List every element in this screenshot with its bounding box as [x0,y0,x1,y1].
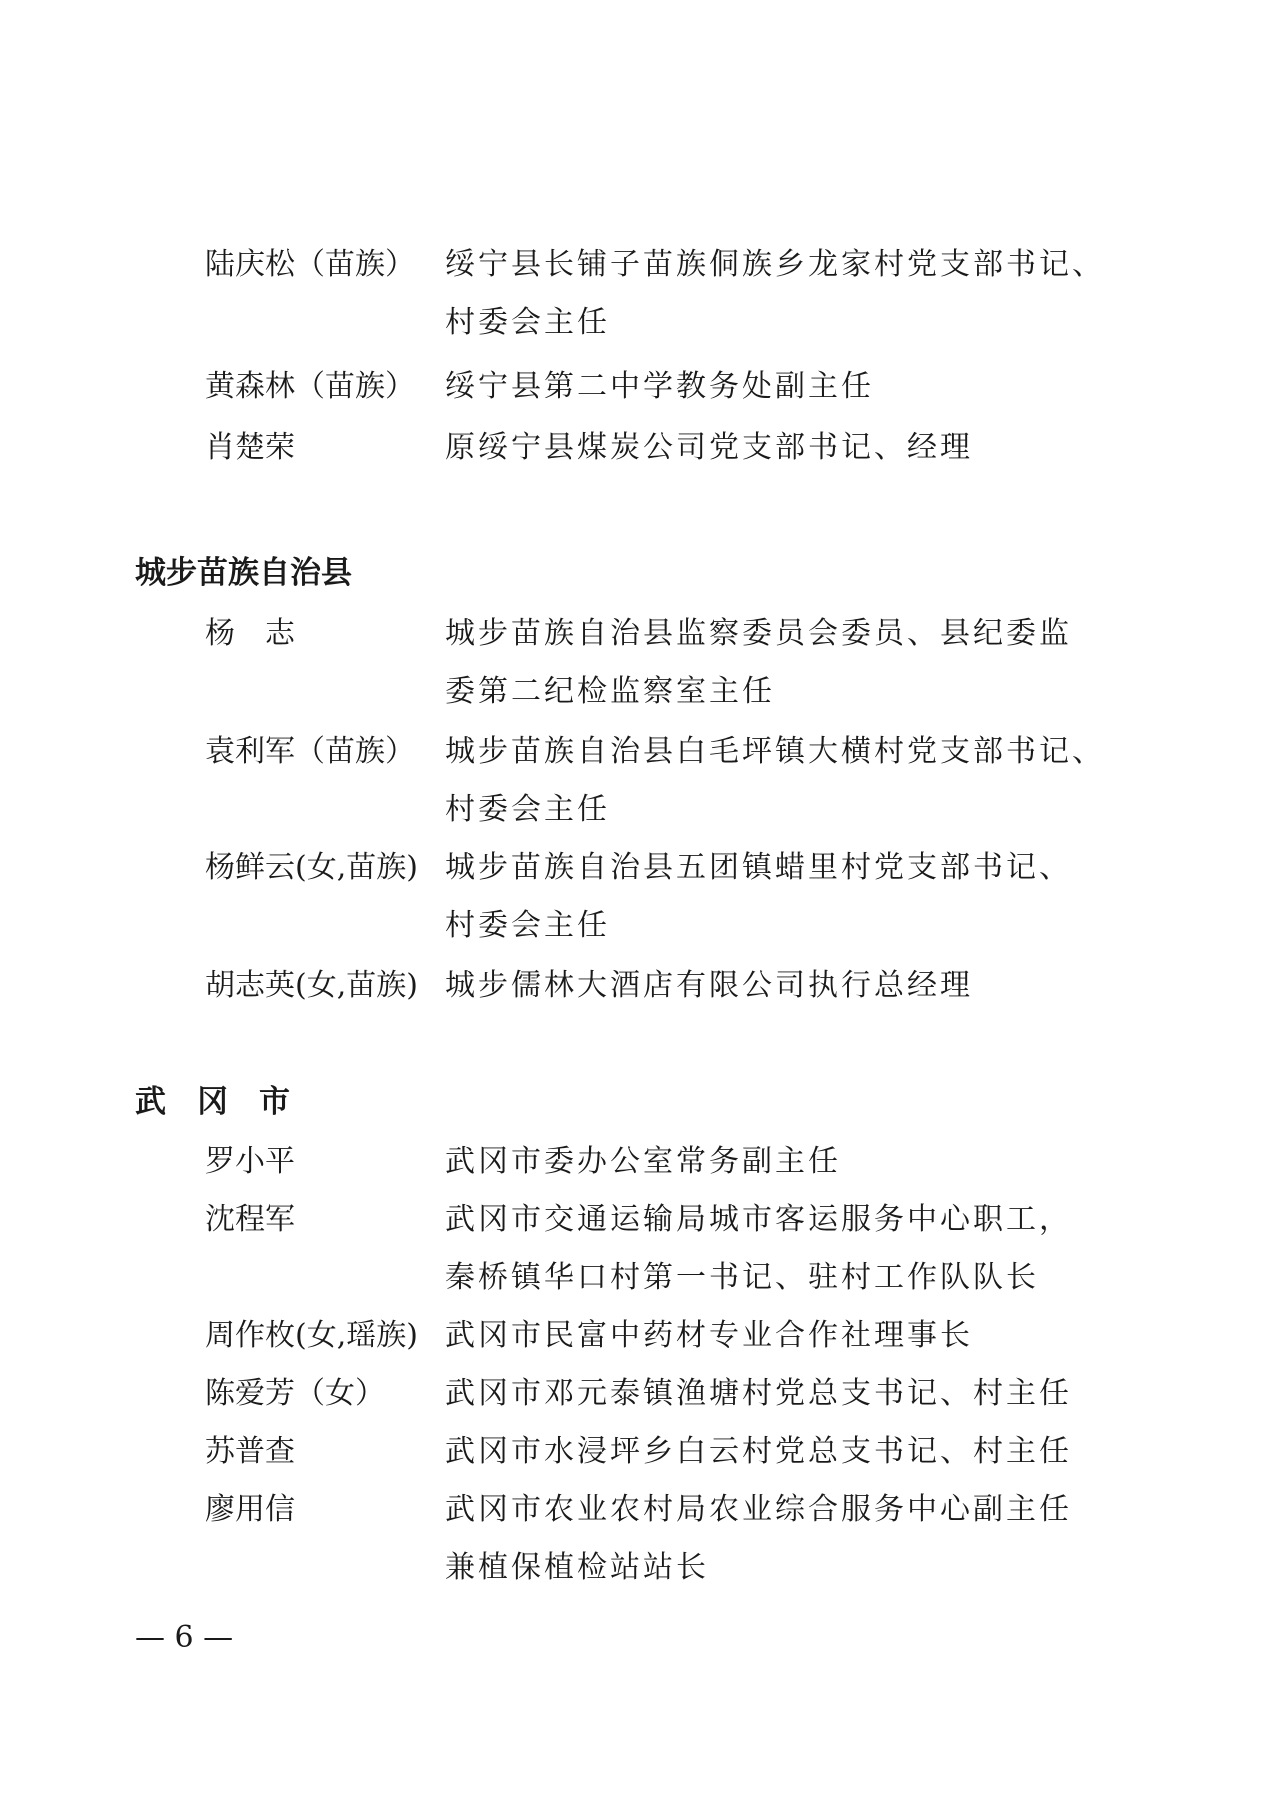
position-line: 城步苗族自治县白毛坪镇大横村党支部书记、 [445,734,1105,769]
section-title: 城步苗族自治县 [135,555,352,591]
person-name: 杨 志 [205,616,295,651]
position-line: 武冈市民富中药材专业合作社理事长 [445,1318,973,1353]
person-position [445,1481,1145,1597]
position-line: 秦桥镇华口村第一书记、驻村工作队队长 [445,1260,1039,1295]
person-position [445,605,1145,721]
position-line: 武冈市邓元泰镇渔塘村党总支书记、村主任 [445,1376,1072,1411]
person-position [445,419,1145,477]
person-position [445,358,1145,416]
person-name: 廖用信 [205,1492,295,1527]
person-name: 胡志英(女,苗族) [205,968,418,1003]
position-line: 村委会主任 [445,908,610,943]
position-line: 武冈市水浸坪乡白云村党总支书记、村主任 [445,1434,1072,1469]
position-line: 武冈市交通运输局城市客运服务中心职工， [445,1202,1072,1237]
person-position [445,723,1145,839]
position-line: 城步苗族自治县监察委员会委员、县纪委监 [445,616,1072,651]
person-position [445,839,1145,955]
person-name: 陆庆松（苗族） [205,247,415,282]
position-line: 兼植保植检站站长 [445,1550,709,1585]
person-position [445,1423,1145,1481]
position-line: 城步儒林大酒店有限公司执行总经理 [445,968,973,1003]
position-line: 武冈市农业农村局农业综合服务中心副主任 [445,1492,1072,1527]
person-position [445,1307,1145,1365]
person-name: 罗小平 [205,1144,295,1179]
position-line: 委第二纪检监察室主任 [445,674,775,709]
section-title: 武 冈 市 [135,1084,290,1120]
position-line: 城步苗族自治县五团镇蜡里村党支部书记、 [445,850,1072,885]
person-name: 杨鲜云(女,苗族) [205,850,418,885]
person-position [445,1191,1145,1307]
person-position [445,1365,1145,1423]
person-name: 沈程军 [205,1202,295,1237]
person-name: 肖楚荣 [205,430,295,465]
person-name: 袁利军（苗族） [205,734,415,769]
position-line: 原绥宁县煤炭公司党支部书记、经理 [445,430,973,465]
person-position [445,957,1145,1015]
person-position [445,1133,1145,1191]
person-name: 周作枚(女,瑶族) [205,1318,418,1353]
position-line: 村委会主任 [445,792,610,827]
position-line: 武冈市委办公室常务副主任 [445,1144,841,1179]
position-line: 村委会主任 [445,305,610,340]
position-line: 绥宁县长铺子苗族侗族乡龙家村党支部书记、 [445,247,1105,282]
person-name: 苏普查 [205,1434,295,1469]
person-name: 黄森林（苗族） [205,369,415,404]
person-name: 陈爱芳（女） [205,1376,385,1411]
position-line: 绥宁县第二中学教务处副主任 [445,369,874,404]
page-number: — 6 — [135,1620,234,1655]
person-position [445,236,1145,352]
